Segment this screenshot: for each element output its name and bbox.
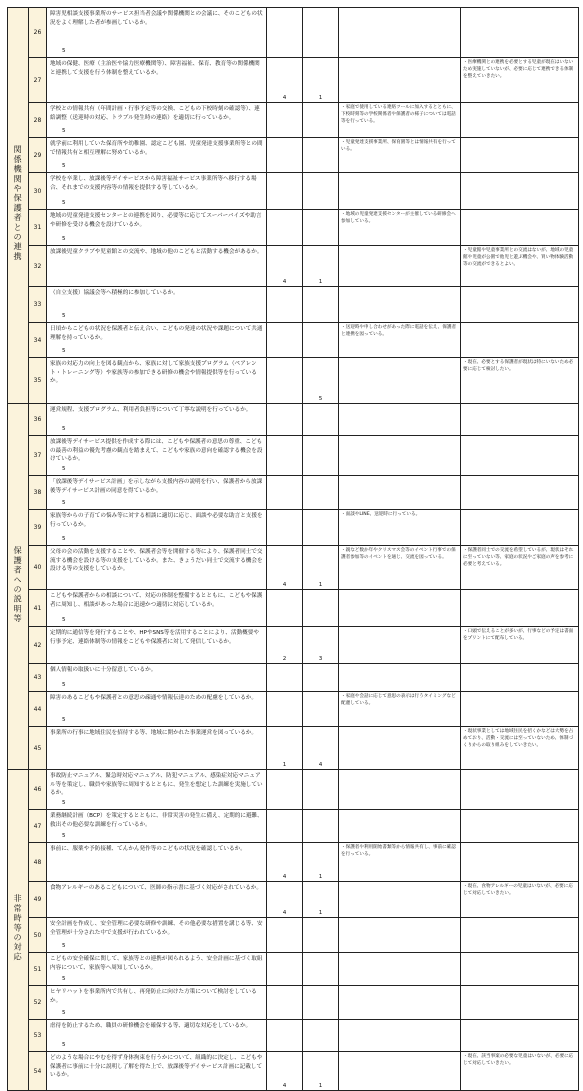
category-cell — [8, 404, 29, 770]
table-row — [8, 246, 579, 287]
note-cell-strength — [339, 810, 461, 843]
note-cell-improvement: ・現在、該当事案の必要な児童はいないが、必要に応じて対応していきたい。 — [461, 1052, 579, 1091]
note-cell-strength: ・面談やLINE、送迎時に行っている。 — [339, 510, 461, 546]
table-row — [8, 953, 579, 986]
item-text: ヒヤリハットを事業所内で共有し、再発防止に向けた方策について検討をしているか。 — [50, 989, 257, 1004]
item-text-cell — [47, 323, 267, 358]
note-cell-improvement — [461, 210, 579, 246]
yes-count: 5 — [62, 976, 66, 983]
item-number: 29 — [29, 138, 47, 173]
count-cell-a — [267, 210, 303, 246]
note-cell-improvement — [461, 843, 579, 882]
yes-count: 5 — [62, 500, 66, 507]
yes-count: 5 — [62, 717, 66, 724]
item-text-cell — [47, 436, 267, 476]
note-cell-strength: ・地域の児童発達支援センターが主催している研修会へ参加している。 — [339, 210, 461, 246]
table-row — [8, 58, 579, 103]
count-cell-b — [303, 323, 339, 358]
note-cell-strength: ・児童発達支援事業所、保育園等とは情報共有を行っている。 — [339, 138, 461, 173]
count-cell-a: 1 — [267, 727, 303, 770]
item-number: 54 — [29, 1052, 47, 1091]
note-cell-improvement — [461, 323, 579, 358]
table-row — [8, 476, 579, 510]
count-cell-b: 1 — [303, 882, 339, 918]
count-cell-a — [267, 1020, 303, 1052]
item-text: 事前に、服薬や予防接種、てんかん発作等のこどもの状況を確認しているか。 — [50, 846, 246, 852]
item-number: 40 — [29, 546, 47, 590]
category-label: 保護者への説明等 — [13, 545, 24, 624]
item-text-cell — [47, 843, 267, 882]
count-cell-b — [303, 210, 339, 246]
table-row — [8, 103, 579, 138]
yes-count: 5 — [62, 682, 66, 689]
count-cell-b — [303, 476, 339, 510]
yes-count: 5 — [62, 833, 66, 840]
count-cell-a — [267, 664, 303, 692]
count-cell-a — [267, 510, 303, 546]
count-cell-a — [267, 358, 303, 404]
item-text-cell — [47, 918, 267, 953]
item-text: 安全計画を作成し、安全管理に必要な研修や訓練、その他必要な措置を講じる等、安全管理が十分された中で支援が行われているか。 — [50, 921, 263, 936]
item-text: 放課後等デイサービス提供を作成する際には、こどもや保護者の意思の尊重、こどもの最善の利益の優先考慮の観点を踏まえて、こどもや家族の意向を確認する機会を設けているか。 — [50, 439, 263, 463]
count-cell-a — [267, 323, 303, 358]
count-cell-b: 1 — [303, 58, 339, 103]
note-cell-strength: ・送迎時や申し合わせがあった際に電話を伝え、保護者と連携を図っている。 — [339, 323, 461, 358]
yes-count: 5 — [62, 617, 66, 624]
item-number: 48 — [29, 843, 47, 882]
count-cell-b — [303, 918, 339, 953]
count-cell-a — [267, 476, 303, 510]
table-row — [8, 664, 579, 692]
item-text: 家族の対応力の向上を図る観点から、家族に対して家族支援プログラム（ペアレント・トレーニング等）や家族等の参加できる研修の機会や情報提供等を行っているか。 — [50, 361, 257, 385]
note-cell-improvement — [461, 476, 579, 510]
note-cell-strength — [339, 727, 461, 770]
category-label: 関係機関や保護者との連携 — [13, 145, 24, 262]
yes-count: 5 — [62, 348, 66, 355]
table-row — [8, 1020, 579, 1052]
table-row — [8, 727, 579, 770]
note-cell-strength: ・保護者や利用開始書類等から情報共有し、事前に確認を行っている。 — [339, 843, 461, 882]
item-text-cell — [47, 8, 267, 58]
note-cell-improvement — [461, 590, 579, 627]
item-text: 学校との情報共有（年間計画・行事予定等の交換、こどもの下校時刻の確認等）、連絡調整（送迎時の対応、トラブル発生時の連絡）を適切に行っているか。 — [50, 106, 260, 121]
table-row — [8, 810, 579, 843]
note-cell-improvement — [461, 138, 579, 173]
count-cell-a — [267, 138, 303, 173]
item-number: 32 — [29, 246, 47, 287]
item-number: 42 — [29, 627, 47, 664]
item-text: 就学前に利用していた保育所や幼稚園、認定こども園、児童発達支援事業所等との間で情報共有と相互理解に努めているか。 — [50, 141, 263, 156]
note-cell-improvement: ・現在、必要とする保護者が現状は特にいないため必要に応じて検討したい。 — [461, 358, 579, 404]
count-cell-b — [303, 404, 339, 436]
item-text: 食物アレルギーのあるこどもについて、医師の指示書に基づく対応がされているか。 — [50, 885, 262, 891]
note-cell-improvement — [461, 953, 579, 986]
table-row — [8, 404, 579, 436]
item-text-cell — [47, 546, 267, 590]
count-cell-a: 4 — [267, 882, 303, 918]
count-cell-b — [303, 436, 339, 476]
item-text: 虐待を防止するため、職員の研修機会を確保する等、適切な対応をしているか。 — [50, 1023, 252, 1029]
table-row — [8, 627, 579, 664]
item-text-cell — [47, 173, 267, 210]
table-row — [8, 8, 579, 58]
item-text-cell — [47, 590, 267, 627]
table-row — [8, 1052, 579, 1091]
yes-count: 5 — [62, 800, 66, 807]
item-number: 27 — [29, 58, 47, 103]
table-row — [8, 358, 579, 404]
item-text-cell — [47, 1052, 267, 1091]
count-cell-b — [303, 173, 339, 210]
item-text: 障害児相談支援事業所のサービス担当者会議や関係機関との会議に、そのこどもの状況をよく理解した者が参画しているか。 — [50, 11, 263, 26]
count-cell-a — [267, 173, 303, 210]
table-body — [8, 8, 579, 1091]
item-text-cell — [47, 1020, 267, 1052]
item-text: 父母の会の活動を支援することや、保護者会等を開催する等により、保護者同士で交流する機会を設ける等の支援をしているか。また、きょうだい同士で交流する機会を設ける等の支援をしているか。 — [50, 549, 263, 573]
note-cell-improvement — [461, 510, 579, 546]
note-cell-improvement — [461, 692, 579, 727]
note-cell-strength — [339, 404, 461, 436]
item-text: 障害のあるこどもや保護者との意思の疎通や情報伝達のための配慮をしているか。 — [50, 695, 257, 701]
item-text-cell — [47, 287, 267, 323]
item-text-cell — [47, 476, 267, 510]
table-row — [8, 173, 579, 210]
count-cell-b: 1 — [303, 246, 339, 287]
item-text-cell — [47, 810, 267, 843]
note-cell-improvement: ・保護者同士での交流を希望しているが、現状はそれに至っていない等、家庭の状況やご家庭の声を参考に必要と考えている。 — [461, 546, 579, 590]
count-cell-b — [303, 510, 339, 546]
item-text-cell — [47, 627, 267, 664]
item-number: 34 — [29, 323, 47, 358]
count-cell-a — [267, 287, 303, 323]
table-row — [8, 138, 579, 173]
item-text-cell — [47, 882, 267, 918]
note-cell-strength — [339, 770, 461, 810]
table-row — [8, 692, 579, 727]
note-cell-strength — [339, 1020, 461, 1052]
table-row — [8, 436, 579, 476]
count-cell-a: 4 — [267, 546, 303, 590]
item-number: 39 — [29, 510, 47, 546]
count-cell-b — [303, 590, 339, 627]
count-cell-b — [303, 810, 339, 843]
item-number: 35 — [29, 358, 47, 404]
item-text-cell — [47, 404, 267, 436]
count-cell-b — [303, 138, 339, 173]
count-cell-b — [303, 953, 339, 986]
count-cell-b: 1 — [303, 1052, 339, 1091]
count-cell-b — [303, 8, 339, 58]
note-cell-improvement — [461, 404, 579, 436]
count-cell-b — [303, 986, 339, 1020]
category-cell — [8, 770, 29, 1091]
item-text-cell — [47, 727, 267, 770]
yes-count: 5 — [62, 313, 66, 320]
table-row — [8, 918, 579, 953]
item-number: 52 — [29, 986, 47, 1020]
yes-count: 5 — [62, 943, 66, 950]
evaluation-sheet — [7, 7, 578, 1091]
yes-count: 5 — [62, 1042, 66, 1049]
note-cell-improvement — [461, 810, 579, 843]
count-cell-a — [267, 692, 303, 727]
item-number: 53 — [29, 1020, 47, 1052]
item-text: こどもの安全確保に関して、家族等との連携が図られるよう、安全計画に基づく取組内容について、家族等へ周知しているか。 — [50, 956, 263, 971]
count-cell-a — [267, 770, 303, 810]
note-cell-improvement — [461, 1020, 579, 1052]
item-text-cell — [47, 770, 267, 810]
item-text: 「放課後等デイサービス計画」を示しながら支援内容の説明を行い、保護者から放課後等デイサービス計画の同意を得ているか。 — [50, 479, 263, 494]
category-cell — [8, 8, 29, 404]
table-row — [8, 843, 579, 882]
note-cell-strength — [339, 476, 461, 510]
count-cell-b: 1 — [303, 546, 339, 590]
item-text: こどもや保護者からの相談について、対応の体制を整備するとともに、こどもや保護者に周知し、相談があった場合に迅速かつ適切に対応しているか。 — [50, 593, 263, 608]
count-cell-b: 4 — [303, 727, 339, 770]
item-number: 41 — [29, 590, 47, 627]
item-text-cell — [47, 246, 267, 287]
note-cell-strength: ・家庭や会話に応じて意思の表示は行うタイミングなど配慮している。 — [339, 692, 461, 727]
item-text-cell — [47, 510, 267, 546]
yes-count: 5 — [62, 163, 66, 170]
item-number: 30 — [29, 173, 47, 210]
count-cell-b: 5 — [303, 358, 339, 404]
note-cell-improvement — [461, 986, 579, 1020]
item-number: 36 — [29, 404, 47, 436]
note-cell-strength — [339, 1052, 461, 1091]
count-cell-a — [267, 918, 303, 953]
count-cell-b: 1 — [303, 843, 339, 882]
count-cell-a — [267, 8, 303, 58]
table-row — [8, 210, 579, 246]
note-cell-improvement: ・現状事業としては地域住民を招くかなどは大勢を占めており、活動・交流には至っていないため、体制づくりからの取り組みをしていきたい。 — [461, 727, 579, 770]
table-row — [8, 986, 579, 1020]
item-text: 学校を卒業し、放課後等デイサービスから障害福祉サービス事業所等へ移行する場合、それまでの支援内容等の情報を提供する等しているか。 — [50, 176, 257, 191]
yes-count: 5 — [62, 48, 66, 55]
note-cell-strength: ・親など数か年やクリスマス会等のイベント行事での保護者参加等のイベントを通じ、交流を図っている。 — [339, 546, 461, 590]
item-text-cell — [47, 103, 267, 138]
item-text: 放課後児童クラブや児童館との交流や、地域の他のこどもと活動する機会があるか。 — [50, 249, 263, 255]
table-row — [8, 323, 579, 358]
note-cell-strength — [339, 173, 461, 210]
count-cell-a: 4 — [267, 58, 303, 103]
note-cell-strength — [339, 58, 461, 103]
count-cell-a — [267, 590, 303, 627]
note-cell-strength: ・家庭で使用している連絡ツールに加入するとともに、下校時刻等の学校関係者や保護者の様子については電話等を行っている。 — [339, 103, 461, 138]
count-cell-b — [303, 1020, 339, 1052]
item-text-cell — [47, 986, 267, 1020]
item-number: 26 — [29, 8, 47, 58]
note-cell-improvement: ・現在、食物アレルギーの児童はいないが、必要に応じて対応していきたい。 — [461, 882, 579, 918]
note-cell-strength — [339, 664, 461, 692]
item-number: 43 — [29, 664, 47, 692]
item-number: 38 — [29, 476, 47, 510]
count-cell-a — [267, 953, 303, 986]
count-cell-a — [267, 436, 303, 476]
item-text-cell — [47, 138, 267, 173]
note-cell-improvement — [461, 918, 579, 953]
note-cell-improvement — [461, 436, 579, 476]
note-cell-improvement — [461, 103, 579, 138]
item-text: 事故防止マニュアル、緊急時対応マニュアル、防犯マニュアル、感染症対応マニュアル等を策定し、職員や家族等に周知するとともに、発生を想定した訓練を実施しているか。 — [50, 773, 263, 797]
item-text-cell — [47, 692, 267, 727]
item-number: 31 — [29, 210, 47, 246]
note-cell-strength — [339, 436, 461, 476]
yes-count: 5 — [62, 1010, 66, 1017]
note-cell-improvement — [461, 287, 579, 323]
item-number: 44 — [29, 692, 47, 727]
yes-count: 5 — [62, 236, 66, 243]
count-cell-a: 2 — [267, 627, 303, 664]
table-row — [8, 882, 579, 918]
item-number: 51 — [29, 953, 47, 986]
item-text-cell — [47, 58, 267, 103]
category-label: 非常時等の対応 — [13, 894, 24, 962]
item-text: （自立支援）協議会等へ積極的に参加しているか。 — [50, 290, 179, 296]
item-text-cell — [47, 358, 267, 404]
note-cell-strength — [339, 590, 461, 627]
item-text-cell — [47, 664, 267, 692]
note-cell-strength — [339, 882, 461, 918]
note-cell-improvement — [461, 770, 579, 810]
item-text: 運営規程、支援プログラム、利用者負担等について丁寧な説明を行っているか。 — [50, 407, 252, 413]
item-text-cell — [47, 210, 267, 246]
item-number: 49 — [29, 882, 47, 918]
table-row — [8, 590, 579, 627]
yes-count: 5 — [62, 536, 66, 543]
note-cell-strength — [339, 358, 461, 404]
item-text: どのような場合にやむを得ず身体拘束を行うかについて、組織的に決定し、こどもや保護者に事前に十分に説明し了解を得た上で、放課後等デイサービス計画に記載しているか。 — [50, 1055, 263, 1079]
yes-count: 5 — [62, 426, 66, 433]
yes-count: 5 — [62, 200, 66, 207]
note-cell-improvement: ・口頭で伝えることが多いが、行事などの予定は書面をプリントにて配布している。 — [461, 627, 579, 664]
note-cell-strength — [339, 627, 461, 664]
note-cell-strength — [339, 246, 461, 287]
item-text: 定期的に通信等を発行することや、HPやSNS等を活用することにより、活動概要や行事予定、連絡体制等の情報をこどもや保護者に対して発信しているか。 — [50, 630, 259, 645]
yes-count: 5 — [62, 466, 66, 473]
item-text: 業務継続計画（BCP）を策定するとともに、非常災害の発生に備え、定期的に避難、救出その他必要な訓練を行っているか。 — [50, 813, 263, 828]
count-cell-b — [303, 770, 339, 810]
table-row — [8, 546, 579, 590]
yes-count: 5 — [62, 128, 66, 135]
item-number: 47 — [29, 810, 47, 843]
item-text-cell — [47, 953, 267, 986]
item-text: 事業所の行事に地域住民を招待する等、地域に開かれた事業運営を図っているか。 — [50, 730, 257, 736]
note-cell-improvement — [461, 664, 579, 692]
evaluation-table — [7, 7, 579, 1091]
item-number: 33 — [29, 287, 47, 323]
count-cell-b — [303, 664, 339, 692]
item-text: 地域の児童発達支援センターとの連携を図り、必要等に応じてスーパーバイズや助言や研修を受ける機会を設けているか。 — [50, 213, 262, 228]
item-number: 28 — [29, 103, 47, 138]
count-cell-a — [267, 810, 303, 843]
note-cell-improvement — [461, 8, 579, 58]
count-cell-a — [267, 986, 303, 1020]
note-cell-strength — [339, 953, 461, 986]
note-cell-strength — [339, 8, 461, 58]
item-text: 家族等からの子育ての悩み等に対する相談に適切に応じ、面談や必要な助言と支援を行っているか。 — [50, 513, 263, 528]
note-cell-strength — [339, 287, 461, 323]
item-number: 37 — [29, 436, 47, 476]
table-row — [8, 287, 579, 323]
note-cell-improvement — [461, 173, 579, 210]
item-text: 地域の保健、医療（主治医や協力医療機関等）、障害福祉、保育、教育等の関係機関と連携して支援を行う体制を整えているか。 — [50, 61, 260, 76]
count-cell-b — [303, 692, 339, 727]
count-cell-a: 4 — [267, 246, 303, 287]
item-number: 46 — [29, 770, 47, 810]
table-row — [8, 770, 579, 810]
count-cell-a: 4 — [267, 843, 303, 882]
note-cell-improvement: ・児童館や児童事業所との交流はないが、地域の児童館や児童が公園で他児と遊ぶ機会や、買い物体験活動等の交流ができるとよい。 — [461, 246, 579, 287]
count-cell-a — [267, 404, 303, 436]
note-cell-strength — [339, 986, 461, 1020]
count-cell-b: 3 — [303, 627, 339, 664]
note-cell-strength — [339, 918, 461, 953]
item-number: 45 — [29, 727, 47, 770]
count-cell-b — [303, 287, 339, 323]
count-cell-a: 4 — [267, 1052, 303, 1091]
item-text: 個人情報の取扱いに十分留意しているか。 — [50, 667, 157, 673]
item-text: 日頃からこどもの状況を保護者と伝え合い、こどもの発達の状況や課題について共通理解を持っているか。 — [50, 326, 263, 341]
count-cell-b — [303, 103, 339, 138]
count-cell-a — [267, 103, 303, 138]
table-row — [8, 510, 579, 546]
note-cell-improvement: ・医療機関との連携を必要とする児童が現在はいないため実施していないが、必要に応じて連携できる体制を整えていきたい。 — [461, 58, 579, 103]
item-number: 50 — [29, 918, 47, 953]
